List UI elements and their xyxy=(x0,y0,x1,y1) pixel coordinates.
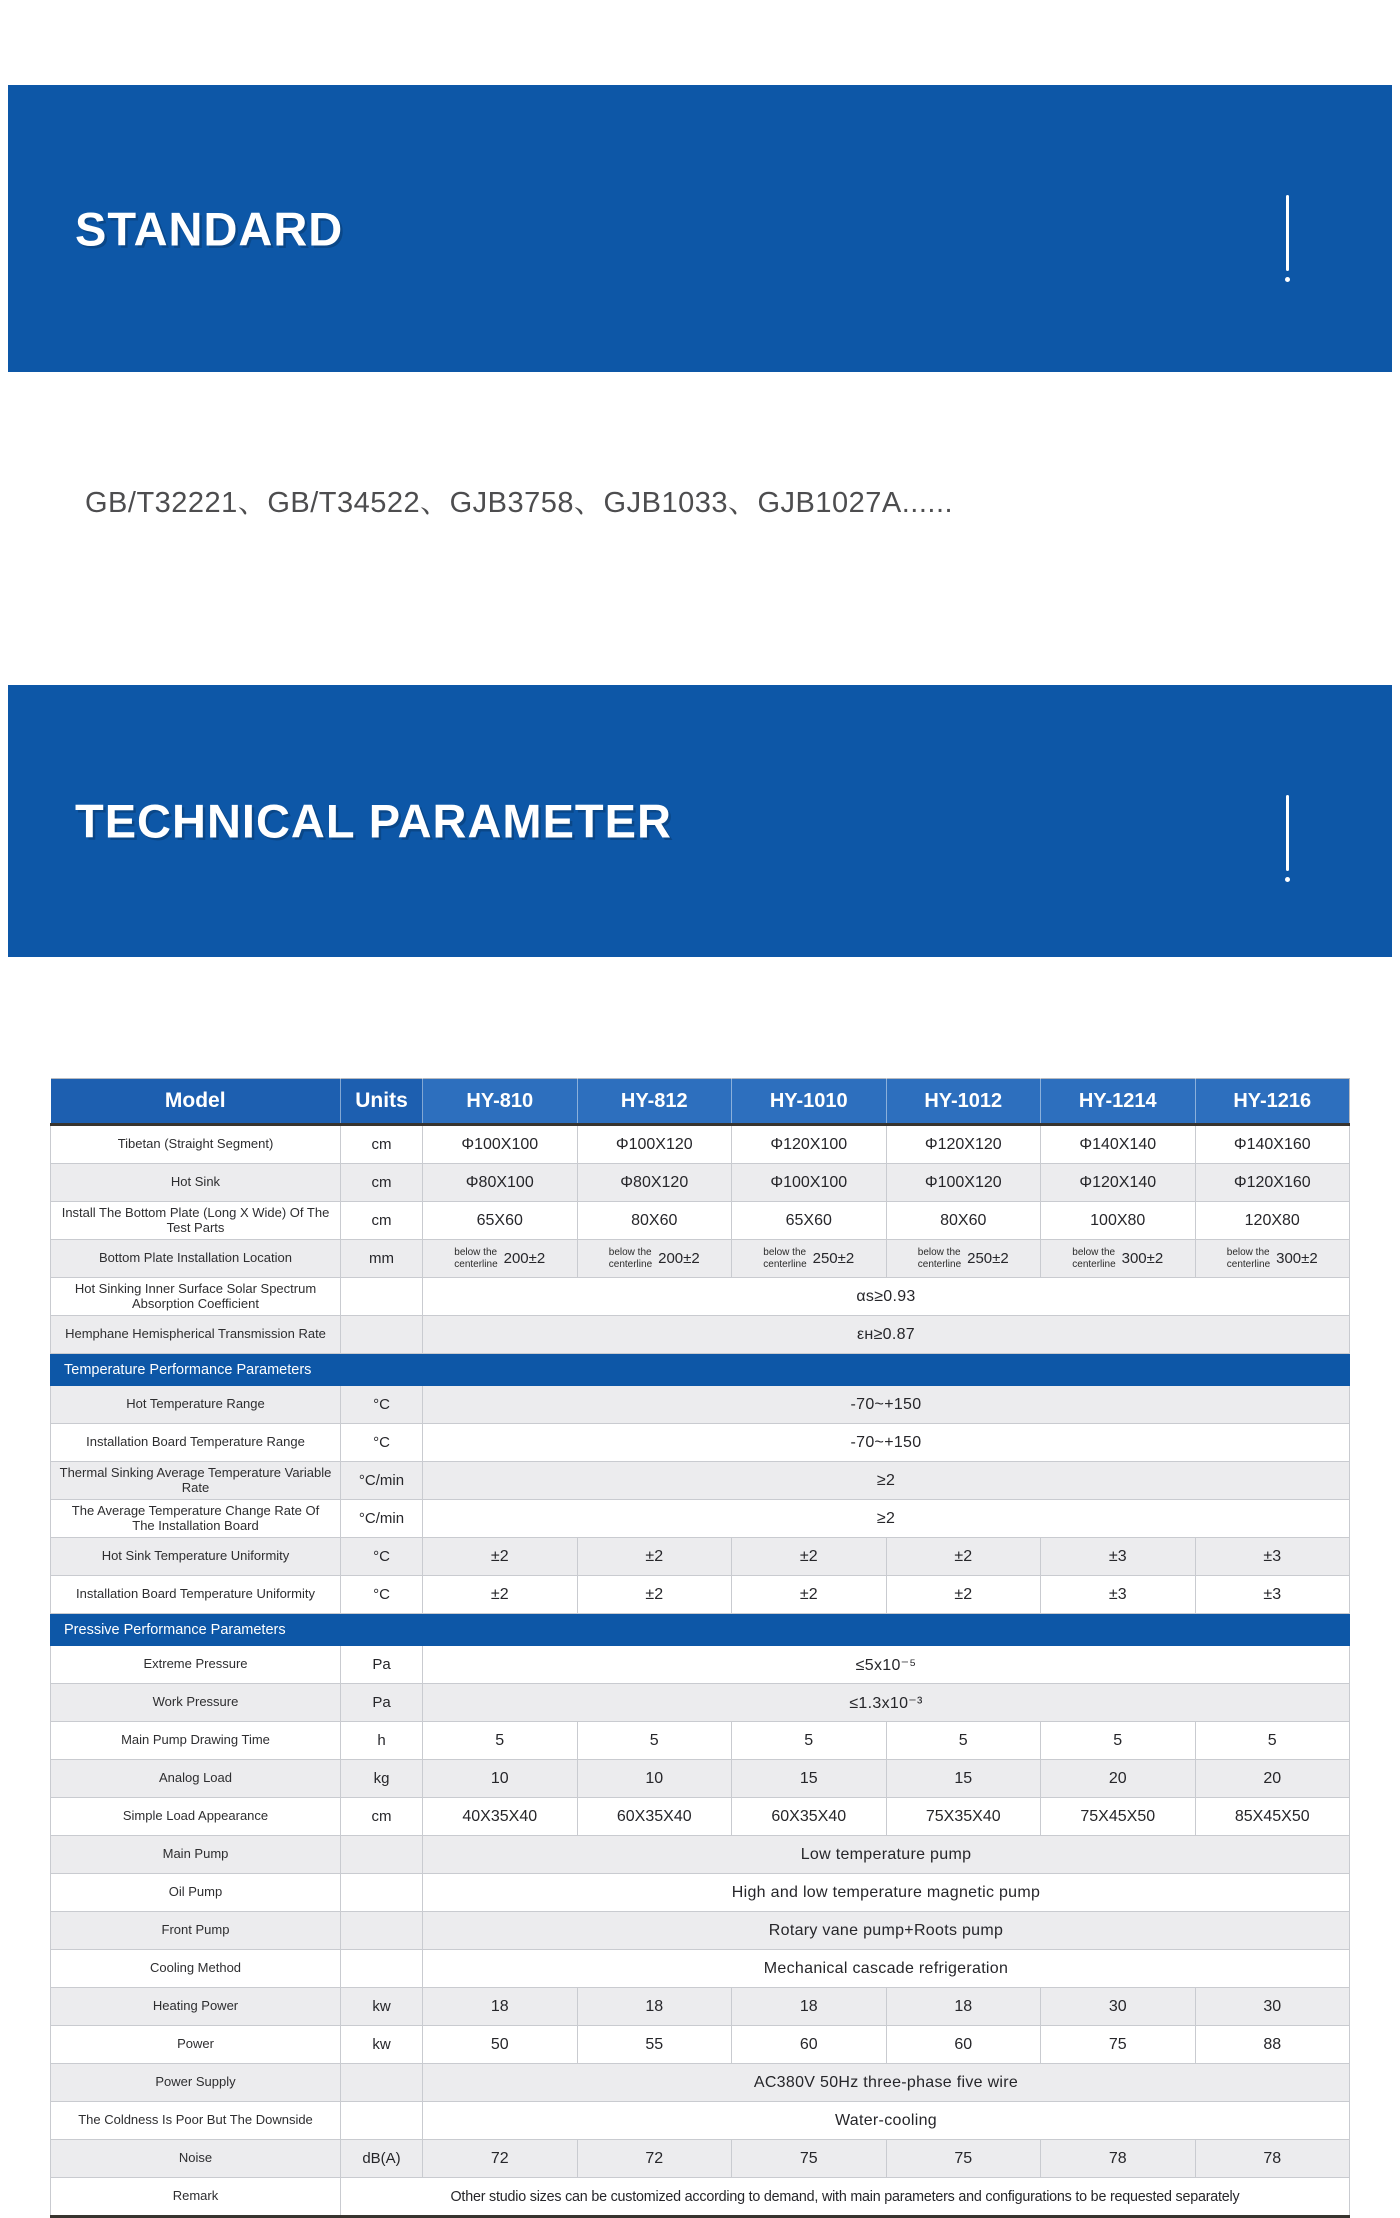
table-row xyxy=(51,1988,1350,2026)
vertical-line xyxy=(1286,795,1289,871)
vertical-line xyxy=(1286,195,1289,271)
row-value: 5 xyxy=(577,1722,732,1760)
table-row xyxy=(51,1646,1350,1684)
row-label: Power xyxy=(51,2026,341,2064)
row-value: 75 xyxy=(732,2140,887,2178)
note-text: below the centerline xyxy=(454,1247,498,1270)
row-value xyxy=(1041,1240,1196,1278)
remark-value: Other studio sizes can be customized according to demand, with main parameters and configurations to be requested separately xyxy=(341,2178,1350,2217)
standard-banner-title: STANDARD xyxy=(75,202,344,255)
table-row xyxy=(51,2140,1350,2178)
row-value: ±2 xyxy=(423,1576,578,1614)
row-value: 30 xyxy=(1195,1988,1350,2026)
dot xyxy=(1285,877,1290,882)
column-header-hy-1012: HY-1012 xyxy=(886,1079,1041,1125)
row-label: Installation Board Temperature Uniformity xyxy=(51,1576,341,1614)
column-header-hy-1010: HY-1010 xyxy=(732,1079,887,1125)
row-unit xyxy=(341,2102,423,2140)
row-label: Install The Bottom Plate (Long X Wide) Of The Test Parts xyxy=(51,1202,341,1240)
row-label: Cooling Method xyxy=(51,1950,341,1988)
row-value: 18 xyxy=(886,1988,1041,2026)
vertical-line-dot-icon xyxy=(1285,195,1290,282)
row-unit: °C xyxy=(341,1386,423,1424)
row-value: Φ120X160 xyxy=(1195,1164,1350,1202)
row-value: 40X35X40 xyxy=(423,1798,578,1836)
row-span-value: -70~+150 xyxy=(423,1424,1350,1462)
table-row xyxy=(51,1164,1350,1202)
table-row xyxy=(51,1424,1350,1462)
technical-parameter-banner-title: TECHNICAL PARAMETER xyxy=(75,794,672,848)
dot xyxy=(1285,277,1290,282)
row-value xyxy=(423,1240,578,1278)
row-value: 80X60 xyxy=(577,1202,732,1240)
section-header-row xyxy=(51,1354,1350,1386)
row-label: Hot Sink Temperature Uniformity xyxy=(51,1538,341,1576)
note-and-value xyxy=(582,1247,728,1269)
row-unit: mm xyxy=(341,1240,423,1278)
row-value: ±2 xyxy=(732,1538,887,1576)
row-label: Hot Sink xyxy=(51,1164,341,1202)
row-value: 75X35X40 xyxy=(886,1798,1041,1836)
note-text: below the centerline xyxy=(917,1247,962,1270)
row-value: ±3 xyxy=(1041,1576,1196,1614)
row-value: 72 xyxy=(577,2140,732,2178)
row-value: 18 xyxy=(577,1988,732,2026)
row-unit xyxy=(341,1874,423,1912)
note-text: below the centerline xyxy=(1226,1247,1271,1270)
row-unit: kg xyxy=(341,1760,423,1798)
row-value: 80X60 xyxy=(886,1202,1041,1240)
row-span-value: ≥2 xyxy=(423,1462,1350,1500)
row-label: Hemphane Hemispherical Transmission Rate xyxy=(51,1316,341,1354)
table-row xyxy=(51,2178,1350,2217)
row-value: 5 xyxy=(1195,1722,1350,1760)
row-value xyxy=(577,1240,732,1278)
row-span-value: εʜ≥0.87 xyxy=(423,1316,1350,1354)
row-unit: °C xyxy=(341,1538,423,1576)
row-value: Φ120X120 xyxy=(886,1125,1041,1164)
row-value: Φ120X140 xyxy=(1041,1164,1196,1202)
row-value: Φ100X100 xyxy=(732,1164,887,1202)
row-label: Work Pressure xyxy=(51,1684,341,1722)
row-unit xyxy=(341,1316,423,1354)
row-value: Φ140X160 xyxy=(1195,1125,1350,1164)
row-value: 10 xyxy=(423,1760,578,1798)
note-and-value xyxy=(1045,1247,1191,1269)
row-value: 120X80 xyxy=(1195,1202,1350,1240)
row-value: 88 xyxy=(1195,2026,1350,2064)
row-value: Φ80X120 xyxy=(577,1164,732,1202)
row-value xyxy=(1195,1240,1350,1278)
row-label: Heating Power xyxy=(51,1988,341,2026)
row-label: Installation Board Temperature Range xyxy=(51,1424,341,1462)
row-unit: °C xyxy=(341,1424,423,1462)
row-unit xyxy=(341,1950,423,1988)
row-value: 30 xyxy=(1041,1988,1196,2026)
row-value: 5 xyxy=(886,1722,1041,1760)
row-span-value: High and low temperature magnetic pump xyxy=(423,1874,1350,1912)
standards-list-text: GB/T32221、GB/T34522、GJB3758、GJB1033、GJB1027A...... xyxy=(85,487,954,519)
row-value: 75 xyxy=(886,2140,1041,2178)
row-value: Φ120X100 xyxy=(732,1125,887,1164)
row-unit: cm xyxy=(341,1202,423,1240)
row-value: ±2 xyxy=(886,1576,1041,1614)
row-value: 60 xyxy=(732,2026,887,2064)
row-label: Front Pump xyxy=(51,1912,341,1950)
row-unit: dB(A) xyxy=(341,2140,423,2178)
row-label: Extreme Pressure xyxy=(51,1646,341,1684)
value-text: 300±2 xyxy=(1121,1250,1164,1267)
column-header-units: Units xyxy=(341,1079,423,1125)
row-value: 78 xyxy=(1041,2140,1196,2178)
row-unit: kw xyxy=(341,2026,423,2064)
row-label: Power Supply xyxy=(51,2064,341,2102)
row-value: 5 xyxy=(1041,1722,1196,1760)
row-unit xyxy=(341,2064,423,2102)
technical-parameter-table-wrap xyxy=(50,1078,1350,2218)
row-value: ±3 xyxy=(1195,1538,1350,1576)
value-text: 300±2 xyxy=(1276,1250,1318,1267)
row-span-value: Low temperature pump xyxy=(423,1836,1350,1874)
table-row xyxy=(51,1125,1350,1164)
table-row xyxy=(51,1576,1350,1614)
row-span-value: Mechanical cascade refrigeration xyxy=(423,1950,1350,1988)
table-row xyxy=(51,1912,1350,1950)
table-row xyxy=(51,1278,1350,1316)
row-value: ±3 xyxy=(1041,1538,1196,1576)
row-value: 60X35X40 xyxy=(732,1798,887,1836)
row-unit xyxy=(341,1912,423,1950)
section-header-row xyxy=(51,1614,1350,1646)
row-unit xyxy=(341,1836,423,1874)
column-header-hy-1216: HY-1216 xyxy=(1195,1079,1350,1125)
row-unit: °C/min xyxy=(341,1462,423,1500)
row-value: 15 xyxy=(886,1760,1041,1798)
row-unit: °C xyxy=(341,1576,423,1614)
row-span-value: Water-cooling xyxy=(423,2102,1350,2140)
row-unit: h xyxy=(341,1722,423,1760)
column-header-hy-812: HY-812 xyxy=(577,1079,732,1125)
table-row xyxy=(51,1684,1350,1722)
row-unit: °C/min xyxy=(341,1500,423,1538)
row-value: 10 xyxy=(577,1760,732,1798)
row-label: Oil Pump xyxy=(51,1874,341,1912)
row-value: 85X45X50 xyxy=(1195,1798,1350,1836)
row-span-value: Rotary vane pump+Roots pump xyxy=(423,1912,1350,1950)
table-row xyxy=(51,1202,1350,1240)
row-value: Φ100X120 xyxy=(577,1125,732,1164)
value-text: 250±2 xyxy=(812,1250,855,1267)
table-row xyxy=(51,1722,1350,1760)
row-value: 72 xyxy=(423,2140,578,2178)
row-value: ±2 xyxy=(732,1576,887,1614)
row-value: 18 xyxy=(423,1988,578,2026)
row-value: 60X35X40 xyxy=(577,1798,732,1836)
row-value: 75 xyxy=(1041,2026,1196,2064)
value-text: 250±2 xyxy=(967,1250,1009,1267)
row-unit: kw xyxy=(341,1988,423,2026)
note-text: below the centerline xyxy=(1072,1247,1116,1270)
row-value: 18 xyxy=(732,1988,887,2026)
section-title: Temperature Performance Parameters xyxy=(51,1354,1350,1386)
row-unit: cm xyxy=(341,1164,423,1202)
table-row xyxy=(51,2064,1350,2102)
table-row xyxy=(51,1874,1350,1912)
table-row xyxy=(51,1500,1350,1538)
table-row xyxy=(51,1836,1350,1874)
row-value: ±2 xyxy=(577,1538,732,1576)
row-label: Hot Sinking Inner Surface Solar Spectrum Absorption Coefficient xyxy=(51,1278,341,1316)
row-label: Bottom Plate Installation Location xyxy=(51,1240,341,1278)
table-row xyxy=(51,1386,1350,1424)
row-label: Main Pump Drawing Time xyxy=(51,1722,341,1760)
column-header-model: Model xyxy=(51,1079,341,1125)
row-label: Thermal Sinking Average Temperature Variable Rate xyxy=(51,1462,341,1500)
row-value: ±2 xyxy=(423,1538,578,1576)
table-row xyxy=(51,1316,1350,1354)
row-value: ±2 xyxy=(886,1538,1041,1576)
note-and-value xyxy=(891,1247,1037,1269)
row-value: 20 xyxy=(1195,1760,1350,1798)
row-value: 78 xyxy=(1195,2140,1350,2178)
row-value: 50 xyxy=(423,2026,578,2064)
row-label: Noise xyxy=(51,2140,341,2178)
table-row xyxy=(51,2102,1350,2140)
row-label: Simple Load Appearance xyxy=(51,1798,341,1836)
note-text: below the centerline xyxy=(763,1247,807,1270)
technical-parameter-banner xyxy=(8,685,1392,957)
row-unit: Pa xyxy=(341,1646,423,1684)
row-value: ±3 xyxy=(1195,1576,1350,1614)
technical-parameter-table xyxy=(50,1078,1350,2218)
row-value: 65X60 xyxy=(732,1202,887,1240)
note-and-value xyxy=(1200,1247,1346,1269)
row-unit: Pa xyxy=(341,1684,423,1722)
row-value: 100X80 xyxy=(1041,1202,1196,1240)
row-value: 65X60 xyxy=(423,1202,578,1240)
value-text: 200±2 xyxy=(503,1250,546,1267)
column-header-hy-1214: HY-1214 xyxy=(1041,1079,1196,1125)
row-span-value: AC380V 50Hz three-phase five wire xyxy=(423,2064,1350,2102)
value-text: 200±2 xyxy=(658,1250,700,1267)
row-value: Φ100X120 xyxy=(886,1164,1041,1202)
row-label: Analog Load xyxy=(51,1760,341,1798)
section-title: Pressive Performance Parameters xyxy=(51,1614,1350,1646)
row-value: 60 xyxy=(886,2026,1041,2064)
row-value: Φ80X100 xyxy=(423,1164,578,1202)
vertical-line-dot-icon xyxy=(1285,795,1290,882)
row-value: ±2 xyxy=(577,1576,732,1614)
row-label: The Coldness Is Poor But The Downside xyxy=(51,2102,341,2140)
table-body xyxy=(51,1125,1350,2217)
row-span-value: ≤1.3x10⁻³ xyxy=(423,1684,1350,1722)
row-value xyxy=(732,1240,887,1278)
row-span-value: αs≥0.93 xyxy=(423,1278,1350,1316)
note-and-value xyxy=(736,1247,882,1269)
row-label: Main Pump xyxy=(51,1836,341,1874)
row-label: The Average Temperature Change Rate Of The Installation Board xyxy=(51,1500,341,1538)
table-row xyxy=(51,1462,1350,1500)
row-span-value: ≤5x10⁻⁵ xyxy=(423,1646,1350,1684)
row-value: 15 xyxy=(732,1760,887,1798)
table-row xyxy=(51,1798,1350,1836)
note-text: below the centerline xyxy=(608,1247,653,1270)
row-span-value: ≥2 xyxy=(423,1500,1350,1538)
note-and-value xyxy=(427,1247,573,1269)
row-span-value: -70~+150 xyxy=(423,1386,1350,1424)
table-header-row xyxy=(51,1079,1350,1125)
row-label: Remark xyxy=(51,2178,341,2217)
row-value: Φ100X100 xyxy=(423,1125,578,1164)
row-value: 55 xyxy=(577,2026,732,2064)
row-label: Hot Temperature Range xyxy=(51,1386,341,1424)
table-row xyxy=(51,1538,1350,1576)
row-value: 5 xyxy=(423,1722,578,1760)
row-value: 75X45X50 xyxy=(1041,1798,1196,1836)
row-value xyxy=(886,1240,1041,1278)
row-unit: cm xyxy=(341,1125,423,1164)
standard-banner xyxy=(8,85,1392,372)
table-row xyxy=(51,2026,1350,2064)
row-value: Φ140X140 xyxy=(1041,1125,1196,1164)
row-unit: cm xyxy=(341,1798,423,1836)
table-row xyxy=(51,1240,1350,1278)
table-row xyxy=(51,1950,1350,1988)
row-value: 20 xyxy=(1041,1760,1196,1798)
row-value: 5 xyxy=(732,1722,887,1760)
column-header-hy-810: HY-810 xyxy=(423,1079,578,1125)
row-unit xyxy=(341,1278,423,1316)
table-row xyxy=(51,1760,1350,1798)
row-label: Tibetan (Straight Segment) xyxy=(51,1125,341,1164)
